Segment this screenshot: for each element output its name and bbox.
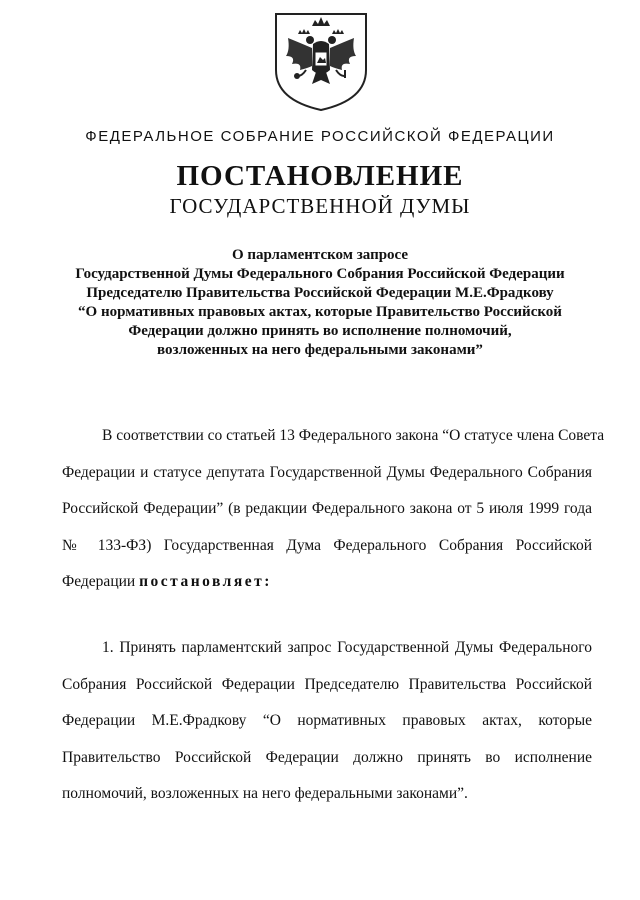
paragraph-line: № 133-ФЗ) Государственная Дума Федерального Собрания Российской <box>62 536 592 554</box>
document-issuer: ГОСУДАРСТВЕННОЙ ДУМЫ <box>169 194 471 218</box>
paragraph-line: 1. Принять парламентский запрос Государственной Думы Федерального <box>102 639 592 656</box>
paragraph-line: Собрания Российской Федерации Председателю Правительства Российской <box>62 675 592 693</box>
assembly-name: ФЕДЕРАЛЬНОЕ СОБРАНИЕ РОССИЙСКОЙ ФЕДЕРАЦИИ <box>85 128 555 145</box>
russian-coat-of-arms-icon <box>268 8 374 114</box>
paragraph-line-final <box>62 564 592 601</box>
subject-line: возложенных на него федеральными законами” <box>157 342 483 358</box>
paragraph-line: Федерации и статусе депутата Государственной Думы Федерального Собрания <box>62 463 592 481</box>
paragraph-line: В соответствии со статьей 13 Федерального закона “О статусе члена Совета <box>102 427 605 444</box>
document-subject <box>40 246 600 360</box>
subject-line: Государственной Думы Федерального Собрания Российской Федерации <box>75 266 565 282</box>
subject-line: “О нормативных правовых актах, которые Правительство Российской <box>78 304 562 320</box>
paragraph-line: Правительство Российской Федерации должно принять во исполнение <box>62 748 592 766</box>
subject-line: О парламентском запросе <box>231 247 409 263</box>
paragraph-line: Российской Федерации” (в редакции Федерального закона от 5 июля 1999 года <box>62 500 592 517</box>
decree-word: постановляет: <box>139 573 272 590</box>
paragraph-line: Федерации М.Е.Фрадкову “О нормативных правовых актах, которые <box>62 712 592 729</box>
subject-line: Председателю Правительства Российской Федерации М.Е.Фрадкову <box>86 285 554 301</box>
paragraph-line-text: Федерации <box>62 573 136 590</box>
subject-line: Федерации должно принять во исполнение полномочий, <box>128 323 512 339</box>
document-type-title: ПОСТАНОВЛЕНИЕ <box>176 160 464 192</box>
clause-1-paragraph <box>62 630 592 813</box>
preamble-paragraph <box>62 418 605 601</box>
paragraph-line: полномочий, возложенных на него федеральными законами”. <box>62 785 468 802</box>
